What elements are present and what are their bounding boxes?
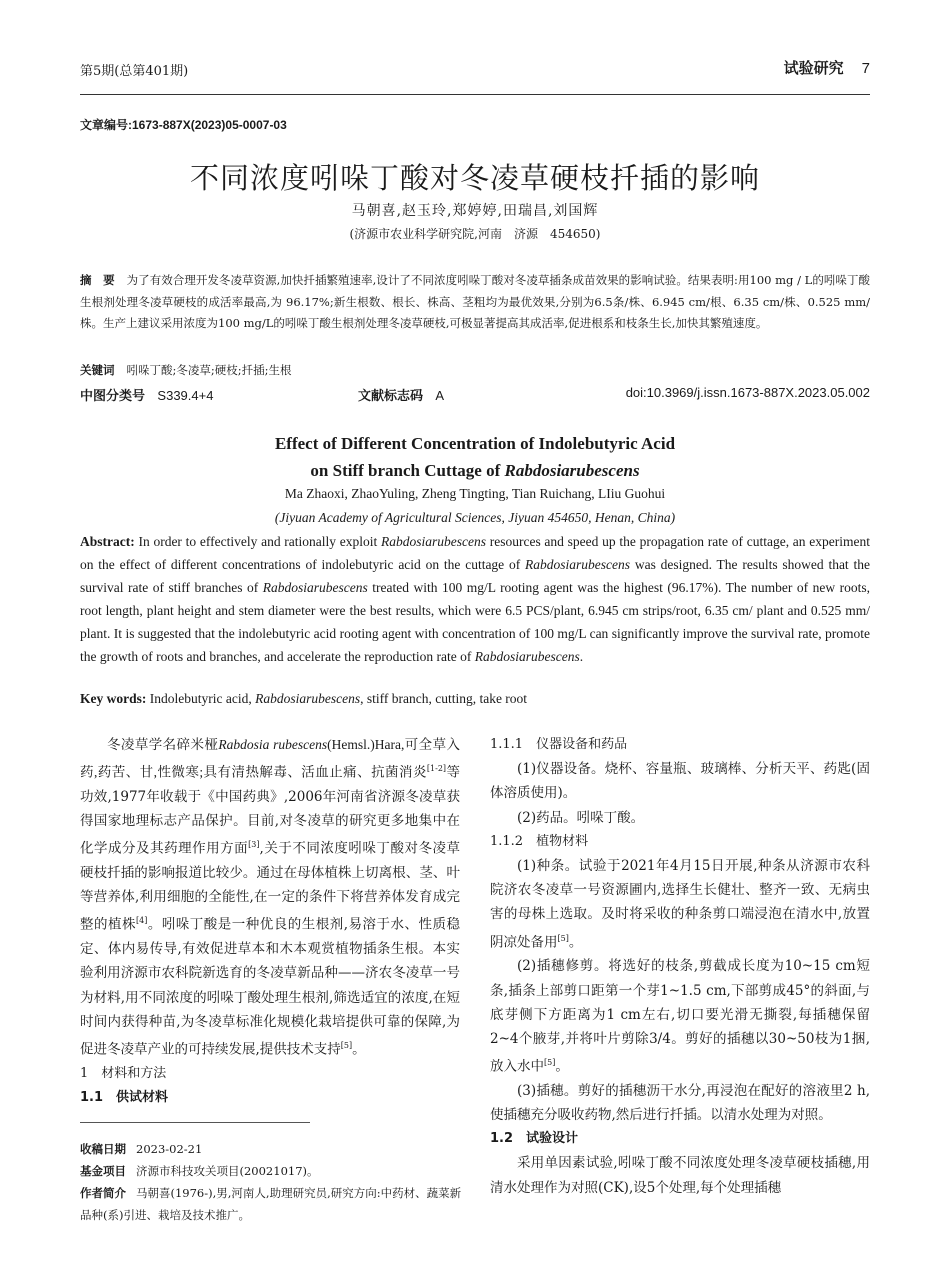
doc-code-label: 文献标志码 [358, 388, 424, 403]
authors-zh: 马朝喜,赵玉玲,郑婷婷,田瑞昌,刘国辉 [351, 203, 599, 219]
clc-value: S339.4+4 [157, 388, 214, 403]
abstract-zh-label: 摘 要 [80, 273, 115, 287]
section-heading-1-1-1: 1.1.1 仪器设备和药品 [490, 737, 628, 752]
section-heading-1-2: 1.2 试验设计 [490, 1131, 579, 1147]
affiliation-en: (Jiyuan Academy of Agricultural Sciences, Jiyuan 454650, Henan, China) [274, 510, 676, 525]
citation-ref[interactable]: [5] [544, 1058, 556, 1068]
paragraph: (1)种条。试验于2021年4月15日开展,种条从济源市农科院济农冬凌草一号资源圃内,选择生长健壮、整齐一致、无病虫害的母株上选取。及时将采收的种条剪口端浸泡在清水中,放置阴凉处备用[5]。 [490, 858, 870, 951]
title-zh: 不同浓度吲哚丁酸对冬凌草硬枝扦插的影响 [189, 163, 760, 195]
doc-code-value: A [435, 388, 445, 403]
footnote-rule [80, 1122, 310, 1123]
keywords-zh [80, 362, 292, 378]
citation-ref[interactable]: [4] [135, 916, 148, 926]
authors-en: Ma Zhaoxi, ZhaoYuling, Zheng Tingting, Tian Ruichang, LIiu Guohui [284, 486, 666, 501]
journal-issue: 第5期(总第401期) [80, 64, 189, 79]
abstract-en-label: Abstract: [80, 534, 135, 549]
section-name: 试验研究 [783, 60, 844, 77]
clc-label: 中图分类号 [80, 388, 146, 403]
right-column [490, 733, 870, 1200]
affiliation-zh: (济源市农业科学研究院,河南 济源 454650) [349, 227, 601, 241]
keywords-en-label: Key words: [80, 691, 147, 706]
citation-ref[interactable]: [5] [557, 933, 569, 943]
abstract-en-text: In order to effectively and rationally exploit Rabdosiarubescens resources and speed up the propagation rate of cuttage, an experiment on the effect of different concentrations of indolebutyric acid on the cuttage of Rabdosiarubescens was designed. The results showed that the survival rate of stiff branches of Rabdosiarubescens treated with 100 mg/L rooting agent was the highest (96.17%). The number of new roots, root length, plant height and stem diameter were the best results, which were 6.5 PCS/plant, 6.945 cm strips/root, 6.35 cm/ plant and 0.525 mm/ plant. It is suggested that the indolebutyric acid rooting agent with concentration of 100 mg/L can significantly improve the survival rate, promote the growth of roots and branches, and accelerate the reproduction rate of Rabdosiarubescens. [80, 534, 870, 664]
doi[interactable]: doi:10.3969/j.issn.1673-887X.2023.05.002 [625, 385, 870, 400]
keywords-zh-text: 吲哚丁酸;冬凌草;硬枝;扦插;生根 [126, 363, 292, 377]
title-en-line2-prefix: on Stiff branch Cuttage of [310, 461, 505, 480]
fund-project: 基金项目 济源市科技攻关项目(20021017)。 [80, 1164, 319, 1178]
author-bio: 作者简介 马朝喜(1976-),男,河南人,助理研究员,研究方向:中药材、蔬菜新品种(系)引进、栽培及技术推广。 [80, 1186, 462, 1222]
header-rule [80, 94, 870, 95]
section-heading-1-1: 1.1 供试材料 [80, 1089, 169, 1105]
keywords-zh-label: 关键词 [80, 363, 115, 377]
title-en-line1: Effect of Different Concentration of Indolebutyric Acid [274, 434, 676, 453]
abstract-zh-text: 为了有效合理开发冬凌草资源,加快扦插繁殖速率,设计了不同浓度吲哚丁酸对冬凌草插条成苗效果的影响试验。结果表明:用100 mg / L的吲哚丁酸生根剂处理冬凌草硬枝的成活率最高,为 96.17%;新生根数、根长、株高、茎粗均为最优效果,分别为6.5条/株、6.945 cm/根、6.35 cm/株、0.525 mm/株。生产上建议采用浓度为100 mg/L的吲哚丁酸生根剂处理冬凌草硬枝,可极显著提高其成活率,促进根系和枝条生长,加快其繁殖速度。 [80, 273, 871, 330]
abstract-zh [80, 270, 870, 335]
paragraph: 采用单因素试验,吲哚丁酸不同浓度处理冬凌草硬枝插穗,用清水处理作为对照(CK),设5个处理,每个处理插穗 [490, 1155, 870, 1196]
clc [80, 385, 213, 404]
article-number: 文章编号:1673-887X(2023)05-0007-03 [80, 118, 287, 132]
section-heading-1-1-2: 1.1.2 植物材料 [490, 833, 589, 849]
left-column [80, 733, 460, 1110]
keywords-en: Key words: Indolebutyric acid, Rabdosiarubescens, stiff branch, cutting, take root [80, 691, 528, 706]
abstract-en [80, 530, 870, 668]
section-heading-1: 1 材料和方法 [80, 1065, 167, 1081]
title-en [0, 430, 950, 484]
footnotes [80, 1138, 470, 1226]
paragraph: (2)插穗修剪。将选好的枝条,剪截成长度为10~15 cm短条,插条上部剪口距第一个芽1~1.5 cm,下部剪成45°的斜面,与底芽侧下方距离为1 cm左右,切口要光滑无撕裂,每插穗保留2~4个腋芽,并将叶片剪除3/4。剪好的插穗以30~50枝为1捆,放入水中[5]。 [490, 958, 870, 1075]
intro-paragraph: 冬凌草学名碎米桠Rabdosia rubescens(Hemsl.)Hara,可全草入药,药苦、甘,性微寒;具有清热解毒、活血止痛、抗菌消炎[1-2]等功效,1977年收载于《中国药典》,2006年河南省济源冬凌草获得国家地理标志产品保护。目前,对冬凌草的研究更多地集中在化学成分及其药理作用方面[3],关于不同浓度吲哚丁酸对冬凌草硬枝扦插的影响报道比较少。通过在母体植株上切离根、茎、叶等营养体,利用细胞的全能性,在一定的条件下将营养体发育成完整的植株[4]。吲哚丁酸是一种优良的生根剂,易溶于水、性质稳定、体内易传导,有效促进草本和木本观赏植物插条生根。本实验利用济源市农科院新选育的冬凌草新品种——济农冬凌草一号为材料,用不同浓度的吲哚丁酸处理生根剂,筛选适宜的浓度,在短时间内获得种苗,为冬凌草标准化规模化栽培提供可靠的保障,为促进冬凌草产业的可持续发展,提供技术支持[5]。 [80, 737, 461, 1058]
citation-ref[interactable]: [1-2] [426, 764, 447, 774]
page-number: 7 [861, 60, 870, 77]
paragraph: (1)仪器设备。烧杯、容量瓶、玻璃棒、分析天平、药匙(固体溶质使用)。 [490, 761, 870, 802]
section-header [784, 57, 870, 78]
citation-ref[interactable]: [3] [248, 840, 260, 850]
title-en-species: Rabdosiarubescens [504, 461, 640, 480]
paragraph: (3)插穗。剪好的插穗沥干水分,再浸泡在配好的溶液里2 h,使插穗充分吸收药物,然后进行扦插。以清水处理为对照。 [490, 1082, 870, 1124]
citation-ref[interactable]: [5] [340, 1040, 353, 1050]
doc-code [358, 385, 444, 404]
paragraph: (2)药品。吲哚丁酸。 [517, 809, 645, 826]
received-date: 收稿日期 2023-02-21 [80, 1142, 203, 1156]
title-en-line2 [0, 457, 950, 484]
